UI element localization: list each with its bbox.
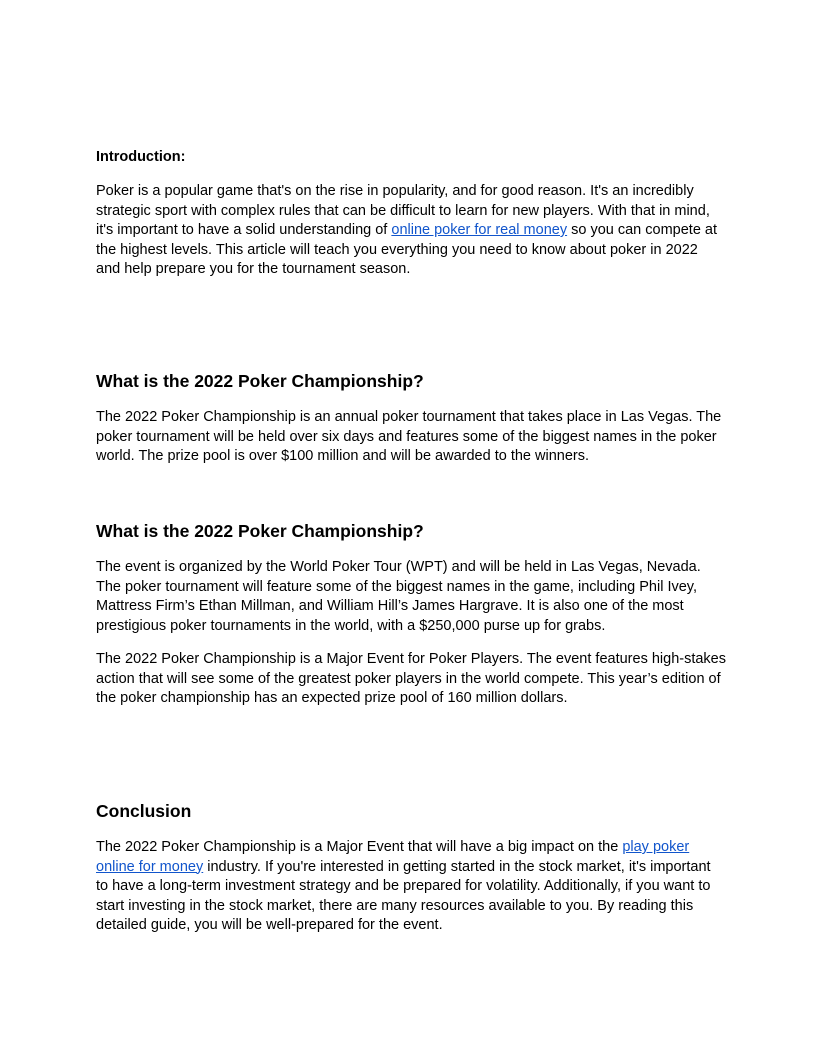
intro-section — [96, 182, 726, 280]
section1-paragraph: The 2022 Poker Championship is an annual poker tournament that takes place in Las Vegas. The poker tournament will be held over six days and features some of the biggest names in the poker world. The prize pool is over $100 million and will be awarded to the winners. — [96, 409, 722, 464]
section2 — [96, 520, 726, 709]
play-poker-online-link[interactable]: play poker online for money — [96, 839, 690, 875]
intro-text-after-link: so you can compete at the highest levels. This article will teach you everything you need to know about poker in 2022 and help prepare you for the tournament season. — [96, 222, 718, 277]
online-poker-link[interactable]: online poker for real money — [391, 222, 568, 238]
intro-text-before-link: Poker is a popular game that's on the rise in popularity, and for good reason. It's an incredibly strategic sport with complex rules that can be difficult to learn for new players. With that in mind, it's important to have a solid understanding of — [96, 183, 710, 238]
conclusion-paragraph — [96, 838, 726, 936]
section2-paragraph-1: The event is organized by the World Poker Tour (WPT) and will be held in Las Vegas, Nevada. The poker tournament will feature some of the biggest names in the game, including Phil Ivey, Mattress Firm’s Ethan Millman, and William Hill’s James Hargrave. It is also one of the most prestigious poker tournaments in the world, with a $250,000 purse up for grabs. — [96, 559, 701, 634]
conclusion-text-before-link: The 2022 Poker Championship is a Major Event that will have a big impact on the — [96, 839, 623, 855]
conclusion-heading: Conclusion — [96, 801, 192, 821]
conclusion-section — [96, 800, 726, 936]
section1-heading: What is the 2022 Poker Championship? — [96, 371, 424, 391]
intro-paragraph — [96, 182, 726, 280]
section1 — [96, 370, 726, 467]
intro-label: Introduction: — [96, 149, 186, 165]
section2-heading: What is the 2022 Poker Championship? — [96, 521, 424, 541]
conclusion-text-after-link: industry. If you're interested in getting started in the stock market, it's important to have a long-term investment strategy and be prepared for volatility. Additionally, if you want to start investing in the stock market, there are many resources available to you. By reading this detailed guide, you will be well-prepared for the event. — [96, 858, 711, 933]
section2-paragraph-2: The 2022 Poker Championship is a Major Event for Poker Players. The event features high-stakes action that will see some of the greatest poker players in the world compete. This year’s edition of the poker championship has an expected prize pool of 160 million dollars. — [96, 651, 726, 706]
